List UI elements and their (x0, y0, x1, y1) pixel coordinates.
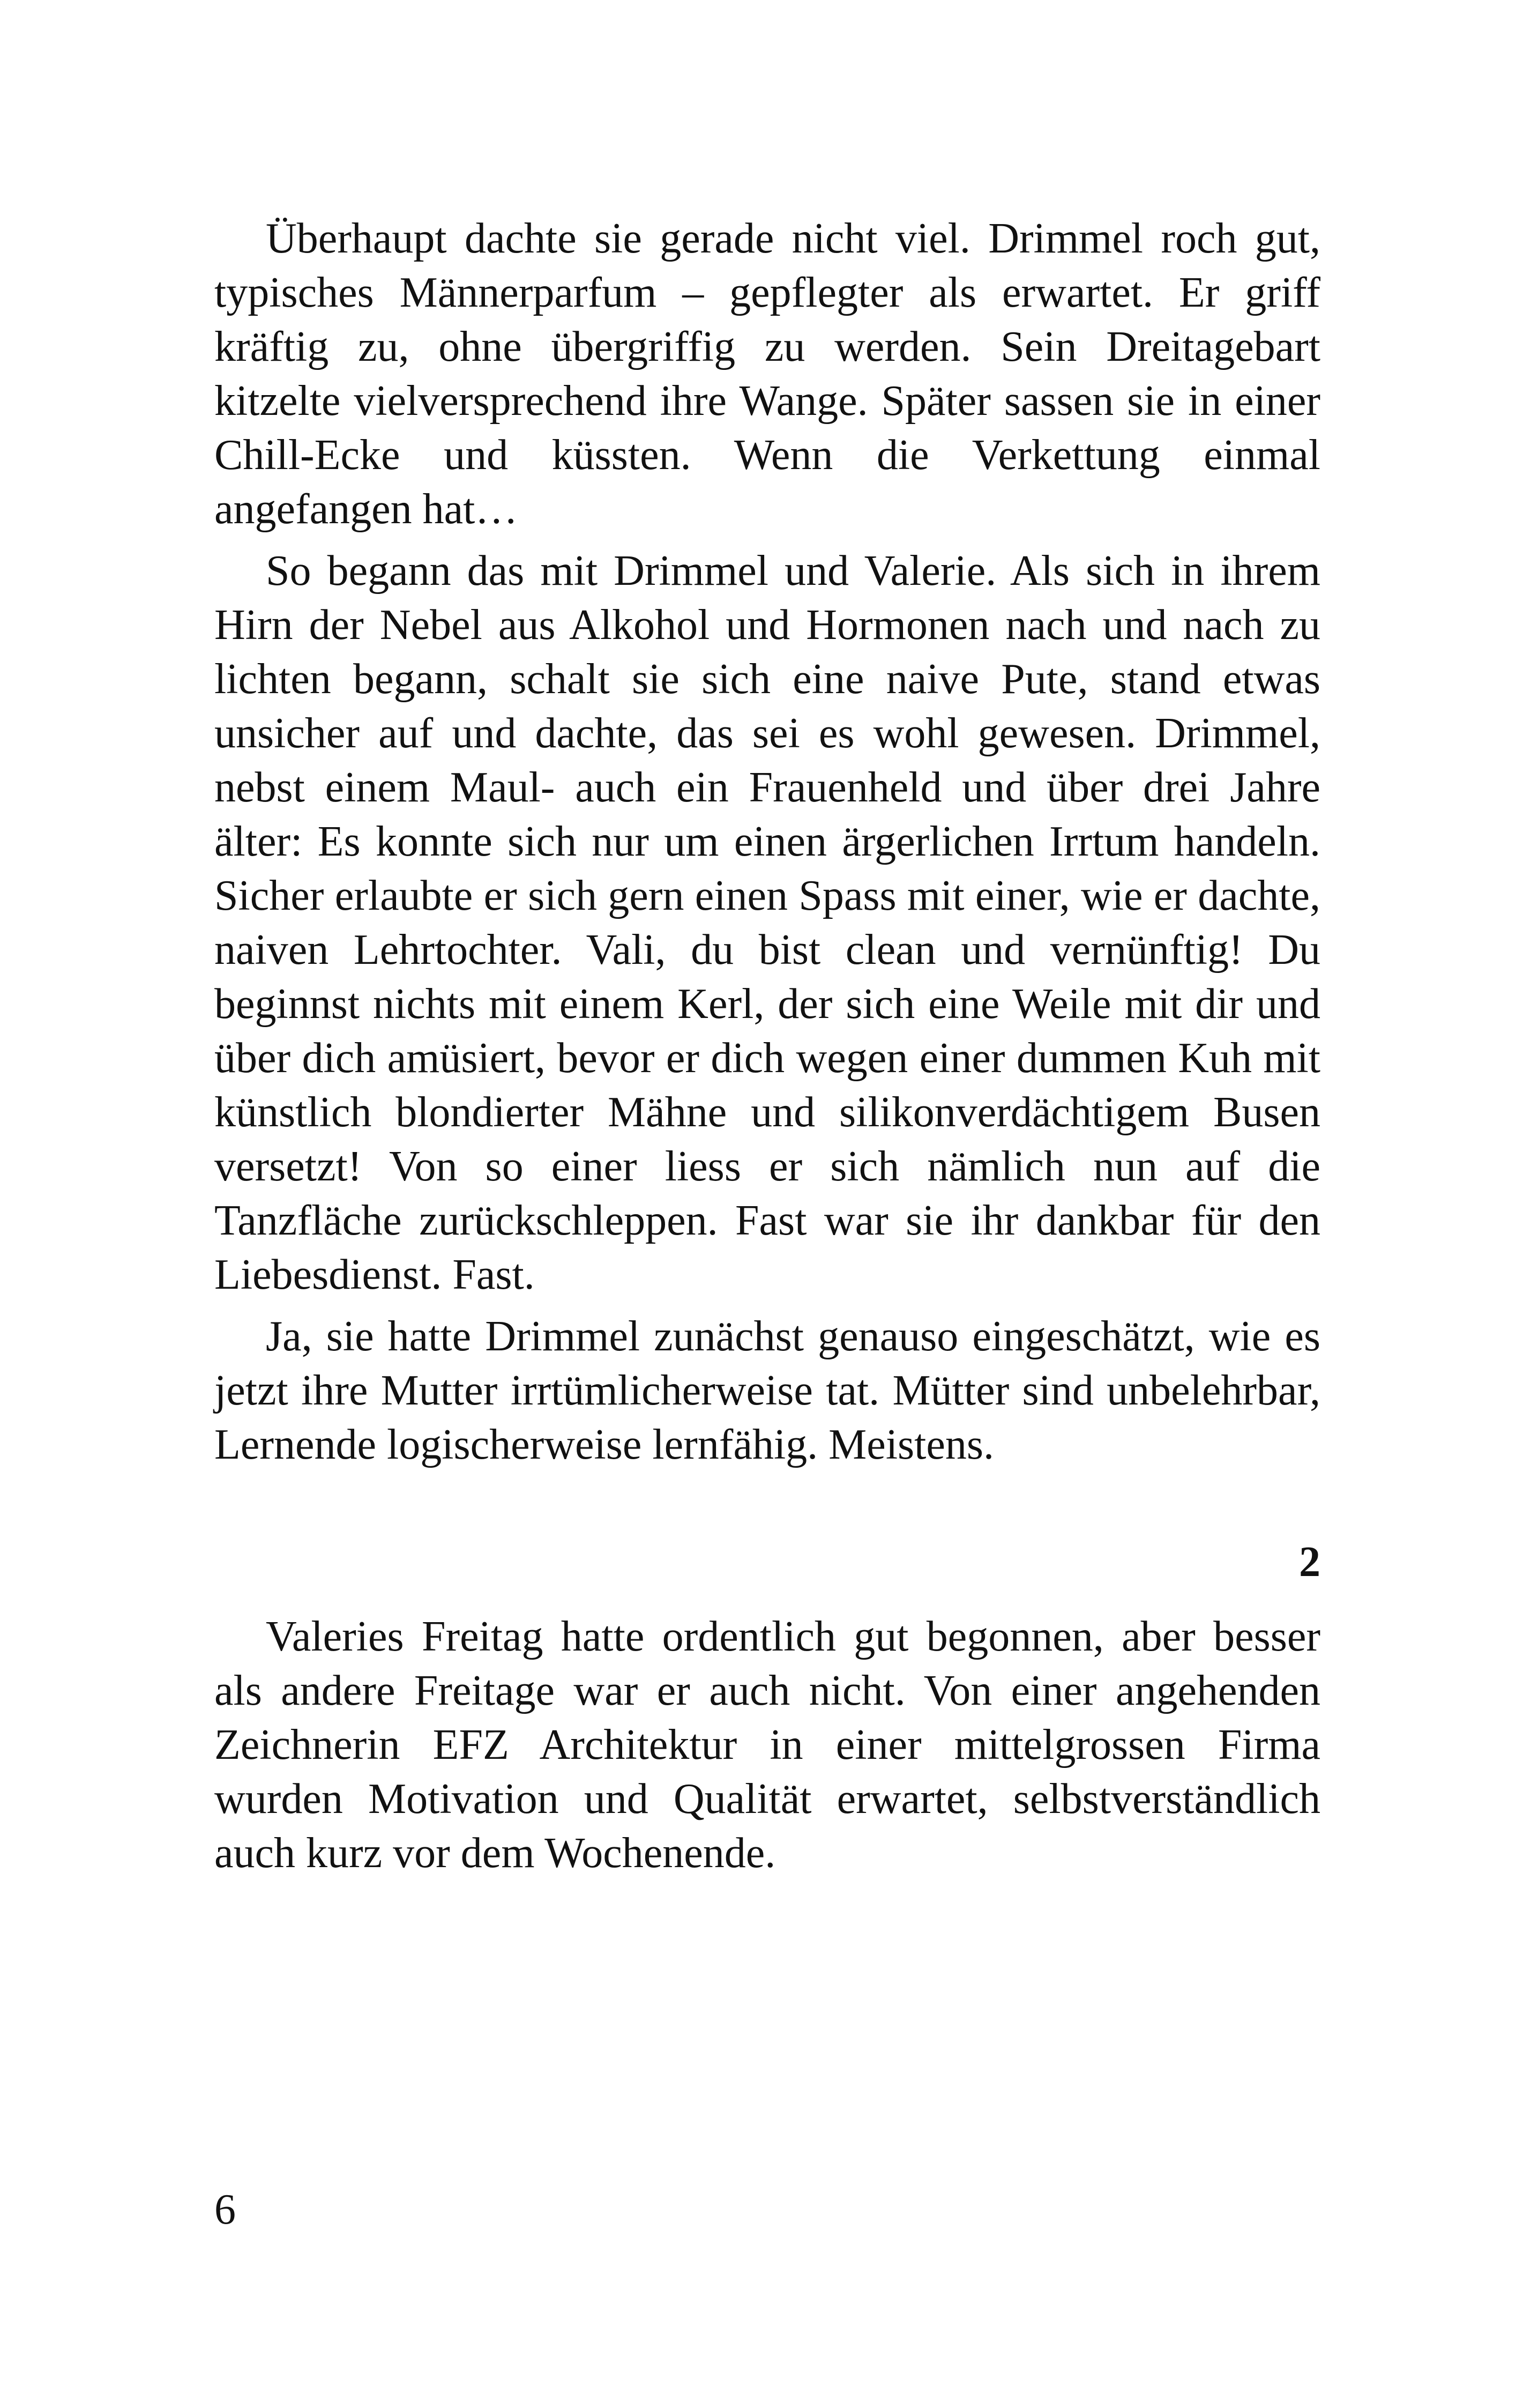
body-text (214, 212, 1320, 1888)
paragraph: Ja, sie hatte Drimmel zunächst genauso eingeschätzt, wie es jetzt ihre Mutter irrtümlicherweise tat. Mütter sind unbelehrbar, Lernende logischerweise lernfähig. Meistens. (214, 1313, 1320, 1468)
page-number: 6 (214, 2186, 236, 2233)
paragraph: So begann das mit Drimmel und Valerie. Als sich in ihrem Hirn der Nebel aus Alkohol und Hormonen nach und nach zu lichten begann, schalt sie sich eine naive Pute, stand etwas unsicher auf und dachte, das sei es wohl gewesen. Drimmel, nebst einem Maul- auch ein Frauenheld und über drei Jahre älter: Es konnte sich nur um einen ärgerlichen Irrtum handeln. Sicher erlaubte er sich gern einen Spass mit einer, wie er dachte, naiven Lehrtochter. Vali, du bist clean und vernünftig! Du beginnst nichts mit einem Kerl, der sich eine Weile mit dir und über dich amüsiert, bevor er dich wegen einer dummen Kuh mit künstlich blondierter Mähne und silikonverdächtigem Busen versetzt! Von so einer liess er sich nämlich nun auf die Tanzfläche zurückschleppen. Fast war sie ihr dankbar für den Liebesdienst. Fast. (214, 547, 1320, 1298)
paragraph: Überhaupt dachte sie gerade nicht viel. Drimmel roch gut, typisches Männerparfum – gepflegter als erwartet. Er griff kräftig zu, ohne übergriffig zu werden. Sein Dreitagebart kitzelte vielversprechend ihre Wange. Später sassen sie in einer Chill-Ecke und küssten. Wenn die Verkettung einmal angefangen hat… (214, 215, 1320, 533)
chapter-number: 2 (1299, 1539, 1320, 1586)
paragraph: Valeries Freitag hatte ordentlich gut begonnen, aber besser als andere Freitage war er auch nicht. Von einer angehenden Zeichnerin EFZ Architektur in einer mittelgrossen Firma wurden Motivation und Qualität erwartet, selbstverständlich auch kurz vor dem Wochenende. (214, 1613, 1320, 1877)
